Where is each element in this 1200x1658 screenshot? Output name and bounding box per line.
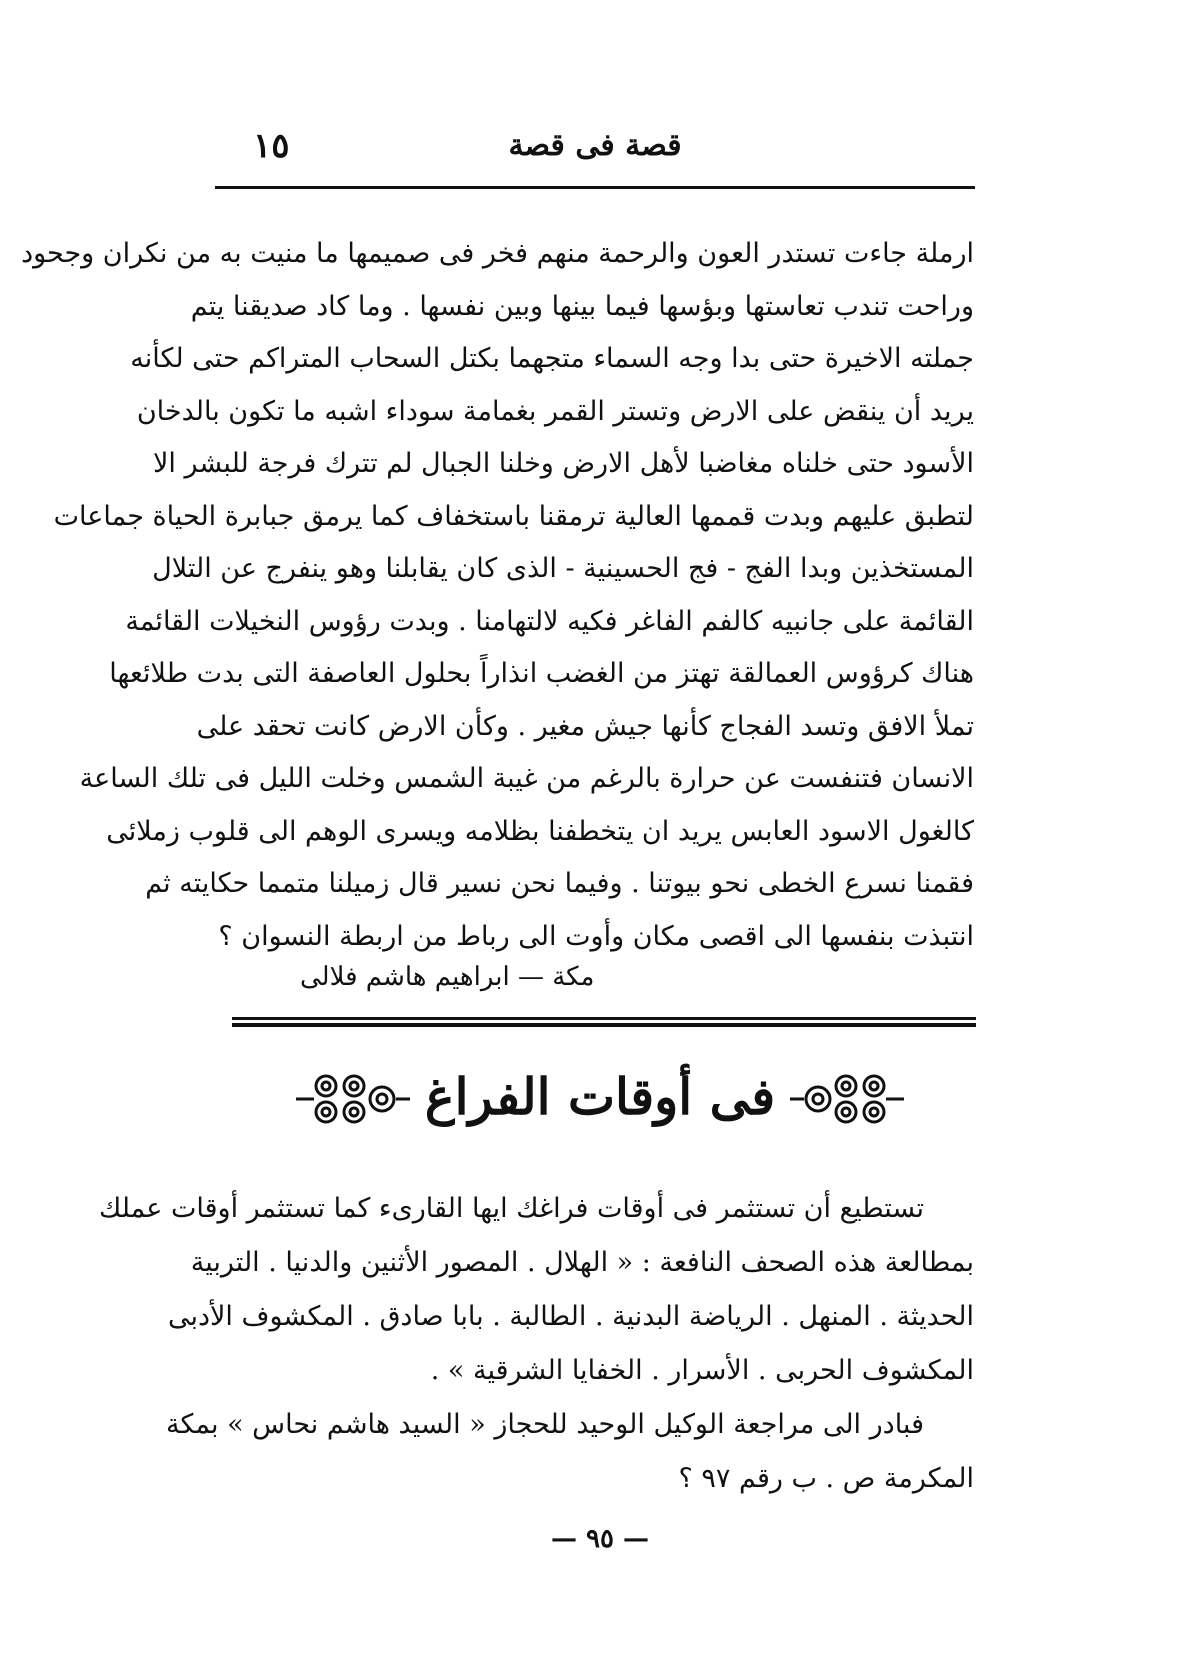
article-line: المستخذين وبدا الفج - فج الحسينية - الذى كان يقابلنا وهو ينفرج عن التلال <box>152 553 974 584</box>
header-page-number: ١٥ <box>253 126 290 166</box>
article-line: يريد أن ينقض على الارض وتستر القمر بغمامة سوداء اشبه ما تكون بالدخان <box>136 395 974 427</box>
advertisement-body <box>98 1182 974 1506</box>
article-line: تملأ الافق وتسد الفجاج كأنها جيش مغير . وكأن الارض كانت تحقد على <box>196 710 974 742</box>
article-line: لتطبق عليهم وبدت قممها العالية ترمقنا باستخفاف كما يرمق جبابرة الحياة جماعات <box>53 500 974 532</box>
ad-line: المكرمة ص . ب رقم ٩٧ ؟ <box>678 1463 974 1494</box>
page-header <box>215 118 975 174</box>
header-rule <box>215 186 975 189</box>
ad-line: تستطيع أن تستثمر فى أوقات فراغك ايها القارىء كما تستثمر أوقات عملك <box>98 1193 924 1224</box>
article-body <box>21 228 974 963</box>
ad-line: بمطالعة هذه الصحف النافعة : « الهلال . المصور الأثنين والدنيا . التربية <box>190 1247 974 1278</box>
article-line: الأسود حتى خلناه مغاضبا لأهل الارض وخلنا الجبال لم تترك فرجة للبشر الا <box>152 448 974 479</box>
scroll-ornament-icon <box>292 1066 412 1130</box>
ad-line: المكشوف الحربى . الأسرار . الخفايا الشرقية » . <box>430 1355 974 1386</box>
running-title: قصة فى قصة <box>508 128 682 163</box>
article-line: ارملة جاءت تستدر العون والرحمة منهم فخر فى صميمها ما منيت به من نكران وجحود <box>21 238 974 269</box>
section-title: فى أوقات الفراغ <box>424 1067 776 1126</box>
article-line: القائمة على جانبيه كالفم الفاغر فكيه لالتهامنا . وبدت رؤوس النخيلات القائمة <box>125 605 974 637</box>
article-line: جملته الاخيرة حتى بدا وجه السماء متجهما بكتل السحاب المتراكم حتى لكأنه <box>130 343 974 374</box>
article-line: الانسان فتنفست عن حرارة بالرغم من غيبة الشمس وخلت الليل فى تلك الساعة <box>79 763 974 794</box>
section-heading <box>292 1052 908 1142</box>
article-line: انتبذت بنفسها الى اقصى مكان وأوت الى رباط من اربطة النسوان ؟ <box>218 920 974 952</box>
article-signature: مكة — ابراهيم هاشم فلالى <box>300 962 595 992</box>
footer-page-number: — ٩٥ — <box>550 1524 650 1554</box>
article-line: فقمنا نسرع الخطى نحو بيوتنا . وفيما نحن نسير قال زميلنا متمما حكايته ثم <box>145 868 974 899</box>
scroll-ornament-icon <box>788 1066 908 1130</box>
article-line: هناك كرؤوس العمالقة تهتز من الغضب انذاراً بحلول العاصفة التى بدت طلائعها <box>109 658 974 689</box>
ad-line: الحديثة . المنهل . الرياضة البدنية . الطالبة . بابا صادق . المكشوف الأدبى <box>167 1301 974 1332</box>
ad-line: فبادر الى مراجعة الوكيل الوحيد للحجاز « السيد هاشم نحاس » بمكة <box>165 1409 924 1440</box>
article-line: وراحت تندب تعاستها وبؤسها فيما بينها وبين نفسها . وما كاد صديقنا يتم <box>190 290 974 322</box>
article-line: كالغول الاسود العابس يريد ان يتخطفنا بظلامه ويسرى الوهم الى قلوب زملائى <box>106 815 974 847</box>
section-separator <box>232 1017 976 1027</box>
